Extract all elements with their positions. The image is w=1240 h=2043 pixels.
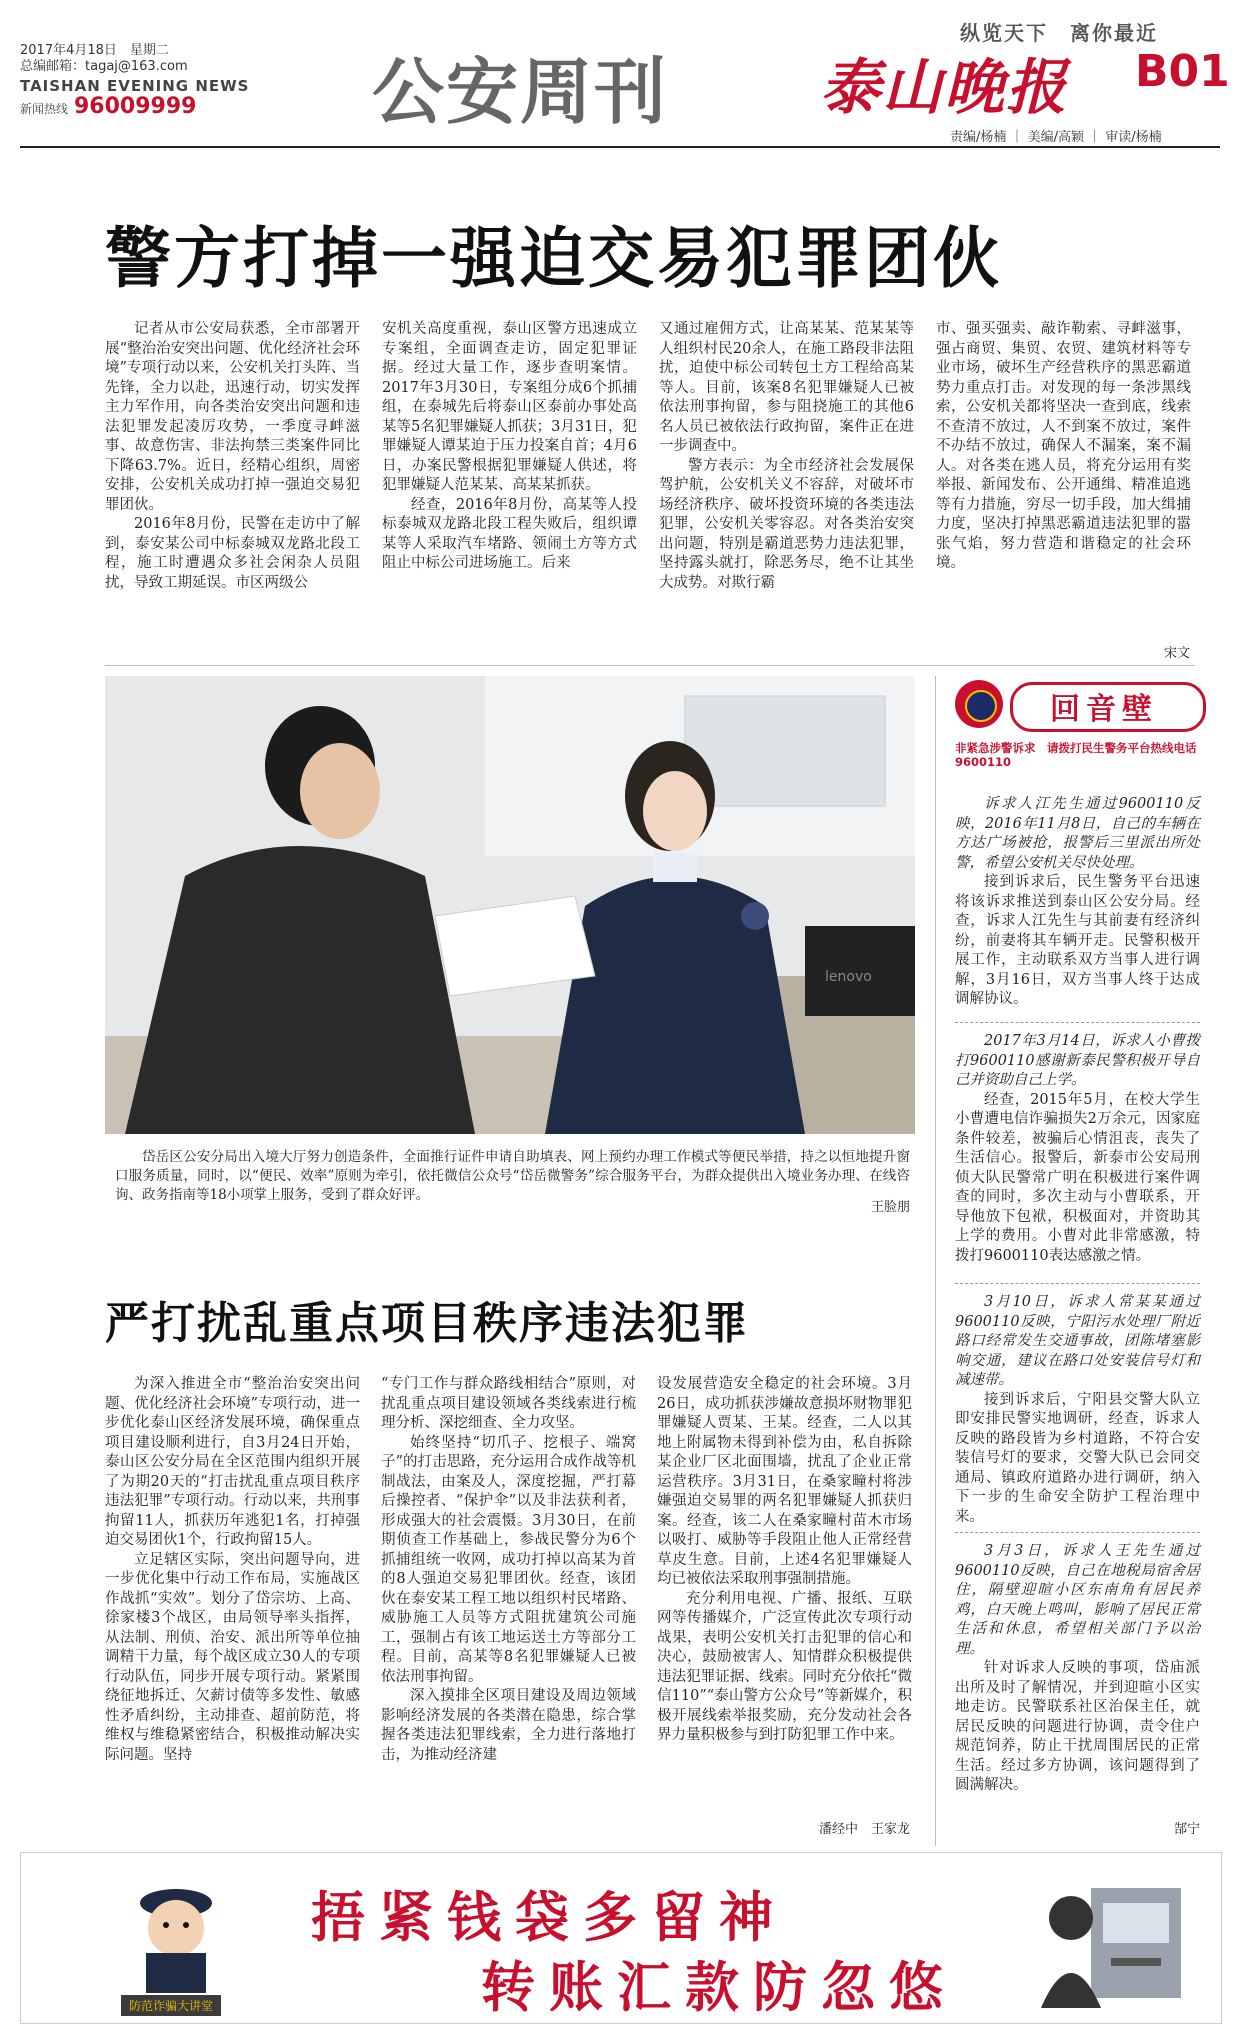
- slogan: 纵览天下 离你最近: [960, 21, 1158, 45]
- sidebar-question: 3月10日，诉求人常某某通过9600110反映，宁阳污水处理厂附近路口经常发生交通事故，团陈堵塞影响交通，建议在路口处安装信号灯和减速带。: [955, 1294, 1200, 1388]
- article1-headline: 警方打掉一强迫交易犯罪团伙: [105, 220, 1002, 297]
- paragraph: 深入摸排全区项目建设及周边领域影响经济发展的各类潜在隐患，综合掌握各类违法犯罪线索，全力进行落地打击，为推动经济建: [381, 1688, 636, 1763]
- page-code: B01: [1135, 46, 1230, 97]
- article2-column-1: [105, 1375, 360, 1765]
- paragraph: 经查，2016年8月份，高某等人投标泰城双龙路北段工程失败后，组织谭某等人采取汽车堵路、领闹土方等方式阻止中标公司进场施工。后来: [382, 496, 637, 571]
- column-divider: [935, 676, 936, 1846]
- sidebar-header: [955, 676, 1205, 736]
- paper-english-name: TAISHAN EVENING NEWS: [20, 77, 250, 95]
- issue-date: 2017年4月18日 星期二: [20, 43, 169, 58]
- hotline-label: 新闻热线: [20, 102, 69, 116]
- article1-column-3: [659, 320, 914, 593]
- paragraph: 设发展营造安全稳定的社会环境。3月26日，成功抓获涉嫌故意损坏财物罪犯罪嫌疑人贾某、王某。经查，二人以其地上附属物未得到补偿为由，私自拆除某企业厂区北面围墙，扰乱了企业正常运营秩序。3月31日，在桑家疃村将涉嫌强迫交易罪的两名犯罪嫌疑人抓获归案。经查，该二人在桑家疃村苗木市场以吸打、威胁等手段阻止他人正常经营草皮生意。目前，上述4名犯罪嫌疑人均已被依法采取刑事强制措施。: [657, 1376, 912, 1587]
- article2-byline: 潘经中 王家龙: [818, 1822, 910, 1837]
- sidebar-question: 诉求人江先生通过9600110反映，2016年11月8日，自己的车辆在方达广场被抢，报警后三里派出所处警，希望公安机关尽快处理。: [955, 796, 1200, 871]
- footer-badge: 防范诈骗大讲堂: [121, 1995, 221, 2016]
- divider: [955, 1283, 1200, 1284]
- paragraph: 为深入推进全市“整治治安突出问题、优化经济社会环境”专项行动，进一步优化泰山区经济发展环境，确保重点项目建设顺利进行，自3月24日开始，泰山区公安分局在全区范围内组织开展了为期20天的“打击扰乱重点项目秩序违法犯罪”专项行动。行动以来，共刑事拘留11人，抓获历年逃犯1名，打掉强迫交易团伙1个，行政拘留15人。: [105, 1376, 360, 1548]
- article1-column-1: [105, 320, 360, 593]
- logo-text: 泰山晚报: [820, 53, 1068, 123]
- sidebar-answer: 针对诉求人反映的事项，岱庙派出所及时了解情况，并到迎暄小区实地走访。民警联系社区治保主任，就居民反映的问题进行协调，责令住户规范饲养，防止干扰周围居民的正常生活。经过多方协调，该问题得到了圆满解决。: [955, 1660, 1200, 1793]
- sidebar-answer: 接到诉求后，民生警务平台迅速将该诉求推送到泰山区公安分局。经查，诉求人江先生与其前妻有经济纠纷，前妻将其车辆开走。民警积极开展工作，主动联系双方当事人进行调解，3月16日，双方当事人终于达成调解协议。: [955, 874, 1200, 1007]
- monitor-brand: lenovo: [825, 969, 872, 985]
- paragraph: 又通过雇佣方式，让高某某、范某某等人组织村民20余人，在施工路段非法阻扰，迫使中标公司转包土方工程给高某等人。目前，该案8名犯罪嫌疑人已被依法刑事拘留，参与阻挠施工的其他6名人员已被依法行政拘留，案件正在进一步调查中。: [659, 321, 914, 454]
- newspaper-logo: [820, 40, 1150, 124]
- paragraph: 市、强买强卖、敲诈勒索、寻衅滋事，强占商贸、集贸、农贸、建筑材料等专业市场，破坏生产经营秩序的黑恶霸道势力重点打击。对发现的每一条涉黑线索，公安机关都将坚决一查到底，线索不查清不放过，人不到案不放过，案件不办结不放过，确保人不漏案，案不漏人。对各类在逃人员，将充分运用有奖举报、新闻发布、公开通缉、精准追逃等有力措施，穷尽一切手段，加大缉捕力度，坚决打掉黑恶霸道违法犯罪的嚣张气焰，努力营造和谐稳定的社会环境。: [936, 321, 1191, 571]
- paragraph: 充分利用电视、广播、报纸、互联网等传播媒介，广泛宣传此次专项行动战果，表明公安机关打击犯罪的信心和决心，鼓励被害人、知情群众积极提供违法犯罪证据、线索。同时充分依托“微信110”“泰山警方公众号”等新媒介，积极开展线索举报奖励，充分发动社会各界力量积极参与到打防犯罪工作中来。: [657, 1590, 912, 1743]
- editors-line: 责编/杨楠 ｜ 美编/高颖 ｜ 审读/杨楠: [950, 130, 1162, 145]
- sidebar-item: [955, 795, 1200, 1010]
- scam-cartoon-icon: [1031, 1868, 1201, 2008]
- article2-headline: 严打扰乱重点项目秩序违法犯罪: [105, 1298, 749, 1349]
- article2-column-2: [381, 1375, 636, 1765]
- divider: [105, 665, 1195, 666]
- footer-slogan-line-1: 捂紧钱袋多留神: [311, 1885, 787, 1949]
- photo-credit: 王脸朋: [870, 1200, 910, 1215]
- sidebar-byline: 郜宁: [1173, 1822, 1200, 1837]
- article1-column-4: [936, 320, 1191, 574]
- section-title: 公安周刊: [372, 50, 669, 134]
- sidebar-item: [955, 1032, 1200, 1266]
- sidebar-question: 3月3日，诉求人王先生通过9600110反映，自己在地税局宿舍居住，隔壁迎暄小区东南角有居民养鸡，白天晚上鸣叫，影响了居民正常生活和休息，希望相关部门予以治理。: [955, 1543, 1200, 1657]
- sidebar-question: 2017年3月14日，诉求人小曹拨打9600110感谢新泰民警积极开导自己并资助自己上学。: [955, 1033, 1200, 1088]
- sidebar-subtitle: 非紧急涉警诉求 请拨打民生警务平台热线电话 9600110: [955, 741, 1197, 769]
- hotline-number: 96009999: [74, 94, 197, 119]
- sidebar-item: [955, 1542, 1200, 1796]
- paragraph: 立足辖区实际，突出问题导向，进一步优化集中行动工作布局，实施战区作战抓“实效”。划分了岱宗坊、上高、徐家楼3个战区，由局领导率头指挥，从法制、刑侦、治安、派出所等单位抽调精干力量，每个战区成立30人的专项行动队伍，同步开展专项行动。紧紧围绕征地拆迁、欠薪讨债等多发性、敏感性矛盾纠纷，主动排查、超前防范，将维权与维稳紧密结合，积极推动解决实际问题。坚持: [105, 1551, 360, 1763]
- sidebar-item: [955, 1293, 1200, 1527]
- photo-caption: 岱岳区公安分局出入境大厅努力创造条件，全面推行证件申请自助填表、网上预约办理工作模式等便民举措，持之以恒地提升窗口服务质量，同时，以“便民、效率”原则为牵引，依托微信公众号“岱岳微警务”综合服务平台，为群众提供出入境业务办理、在线咨询、政务指南等18小项掌上服务，受到了群众好评。: [115, 1149, 910, 1203]
- paragraph: 始终坚持“切爪子、挖根子、端窝子”的打击思路，充分运用合成作战等机制战法，由案及人，深度挖掘，严打幕后操控者、“保护伞”以及非法获利者，形成强大的社会震慑。3月30日，在前期侦查工作基础上，参战民警分为6个抓捕组统一收网，成功打掉以高某为首的8人强迫交易犯罪团伙。经查，该团伙在泰安某工程工地以组织村民堵路、威胁施工人员等方式阻扰建筑公司施工，强制占有该工地运送土方等部分工程。目前，高某等8名犯罪嫌疑人已被依法刑事拘留。: [381, 1434, 636, 1685]
- paragraph: 安机关高度重视，泰山区警方迅速成立专案组，全面调查走访，固定犯罪证据。经过大量工作，逐步查明案情。2017年3月30日，专案组分成6个抓捕组，在泰城先后将泰山区泰前办事处高某等5名犯罪嫌疑人抓获；3月31日，犯罪嫌疑人谭某迫于压力投案自首；4月6日，办案民警根据犯罪嫌疑人供述，将犯罪嫌疑人范某某、高某某抓获。: [382, 321, 637, 493]
- paragraph: 警方表示：为全市经济社会发展保驾护航，公安机关义不容辞，对破坏市场经济秩序、破坏投资环境的各类违法犯罪，公安机关零容忍。对各类治安突出问题，特别是霸道恶势力违法犯罪，坚持露头就打，除恶务尽，绝不让其坐大成势。对欺行霸: [659, 457, 914, 591]
- paragraph: 记者从市公安局获悉，全市部署开展“整治治安突出问题、优化经济社会环境”专项行动以来，公安机关打头阵、当先锋，全力以赴，迅速行动，切实发挥主力军作用，向各类治安突出问题和违法犯罪发起凌厉攻势，一季度寻衅滋事、故意伤害、非法拘禁三类案件同比下降63.7%。近日，经精心组织，周密安排，公安机关成功打掉一强迫交易犯罪团伙。: [105, 321, 360, 513]
- sidebar-answer: 经查，2015年5月，在校大学生小曹遭电信诈骗损失2万余元，因家庭条件较差，被骗后心情沮丧，丧失了生活信心。报警后，新泰市公安局刑侦大队民警常广明在积极进行案件调查的同时，多次主动与小曹联系，开导他放下包袱，积极面对，并资助其上学的费用。小曹对此非常感激，特拨打9600110表达感激之情。: [955, 1091, 1200, 1264]
- editor-email: 总编邮箱：tagaj@163.com: [20, 59, 188, 74]
- divider: [955, 1022, 1200, 1023]
- police-cartoon-icon: [116, 1873, 236, 1993]
- footer-slogan-line-2: 转账汇款防忽悠: [481, 1955, 957, 2019]
- paragraph: “专门工作与群众路线相结合”原则，对扰乱重点项目建设领域各类线索进行梳理分析、深挖细查、全力攻坚。: [381, 1376, 636, 1431]
- sidebar-title: 回音壁: [1050, 692, 1158, 727]
- sidebar-answer: 接到诉求后，宁阳县交警大队立即安排民警实地调研，经查，诉求人反映的路段皆为乡村道路，不符合安装信号灯的要求，交警大队已会同交通局、镇政府道路办进行调研，纳入下一步的生命安全防护工程治理中来。: [955, 1391, 1200, 1525]
- news-photo: [105, 676, 915, 1134]
- footer-banner: [20, 1852, 1222, 2024]
- masthead-rule: [20, 146, 1220, 148]
- paragraph: 2016年8月份，民警在走访中了解到，泰安某公司中标泰城双龙路北段工程，施工时遭遇众多社会闲杂人员阻扰，导致工期延误。市区两级公: [105, 516, 360, 591]
- divider: [955, 1532, 1200, 1533]
- article1-byline: 宋文: [1163, 646, 1190, 661]
- article1-column-2: [382, 320, 637, 574]
- police-badge-icon: [955, 680, 1003, 728]
- article2-column-3: [657, 1375, 912, 1746]
- photo-illustration: [105, 676, 915, 1134]
